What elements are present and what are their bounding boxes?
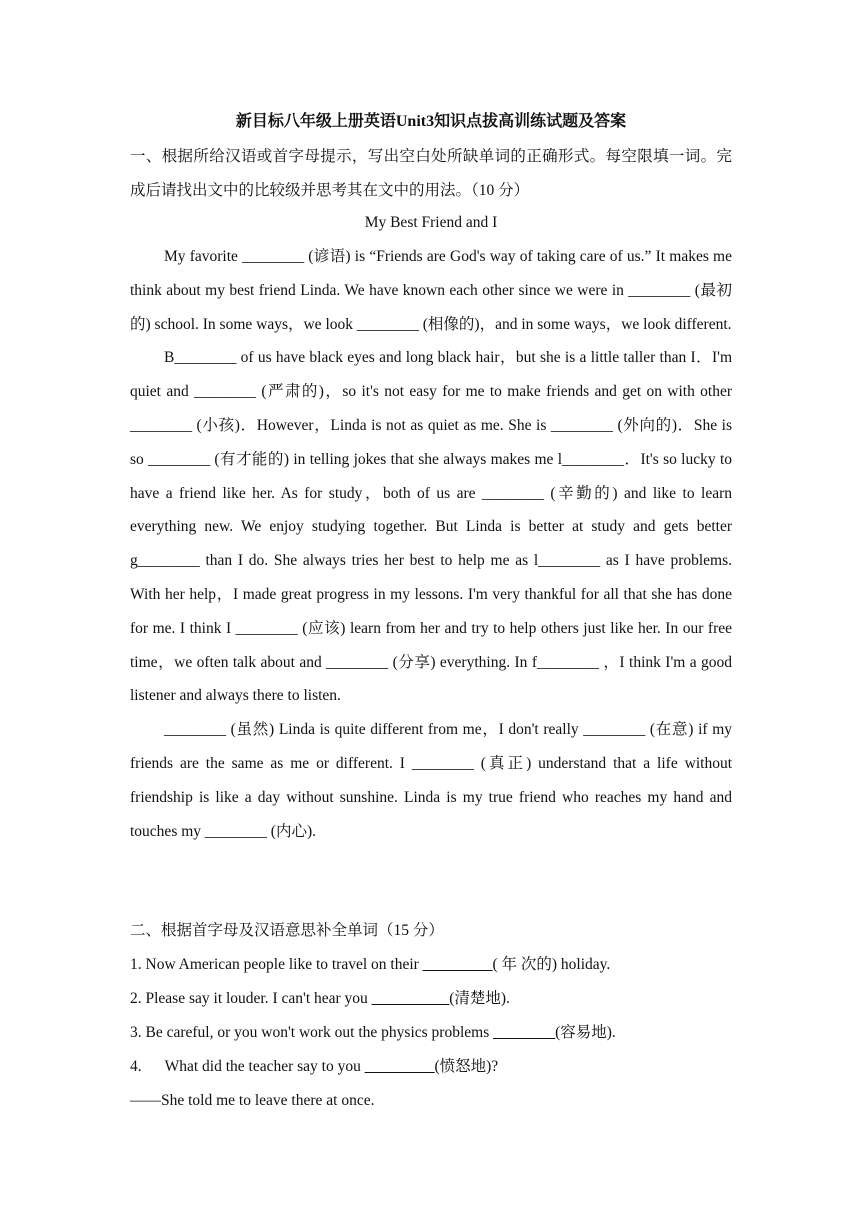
passage-paragraph-3: ________ (虽然) Linda is quite different from me，I don't really ________ (在意) if my friends are the same as me or different. I ________ (真正) understand that a life without friendship is like a day without sunshine. Linda is my true friend who reaches my hand and touches my ________ (内心). [130, 721, 732, 840]
question-3 [130, 1016, 750, 1050]
question-4 [130, 1050, 750, 1084]
section-1-heading: 一、根据所给汉语或首字母提示，写出空白处所缺单词的正确形式。每空限填一词。完成后请找出文中的比较级并思考其在文中的用法。（10 分） [130, 148, 732, 199]
question-4-answer-line: ——She told me to leave there at once. [130, 1092, 375, 1109]
question-2 [130, 982, 750, 1016]
passage-paragraph-2: B________ of us have black eyes and long black hair，but she is a little taller than I．I'm quiet and ________ (严肃的)，so it's not easy for me to make friends and get on with other ________ (小孩)．However，Linda is not as quiet as me. She is ________ (外向的)．She is so ________ (有才能的) in telling jokes that she always makes me l________．It's so lucky to have a friend like her. As for study，both of us are ________ (辛勤的) and like to learn everything new. We enjoy studying together. But Linda is better at study and gets better g________ than I do. She always tries her best to help me as l________ as I have problems. With her help，I made great progress in my lessons. I'm very thankful for all that she has done for me. I think I ________ (应该) learn from her and try to help others just like her. In our free time，we often talk about and ________ (分享) everything. In f________ ，I think I'm a good listener and always there to listen. [130, 349, 732, 705]
question-2-text: 2. Please say it louder. I can't hear you [130, 990, 372, 1007]
passage [130, 240, 732, 848]
question-3-blank[interactable]: ________ [493, 1024, 556, 1041]
passage-title: My Best Friend and I [364, 214, 498, 231]
question-3-hint: (容易地). [555, 1024, 616, 1041]
question-1-blank[interactable]: _________ [422, 956, 493, 973]
question-3-text: 3. Be careful, or you won't work out the physics problems [130, 1024, 494, 1041]
section-2-heading: 二、根据首字母及汉语意思补全单词（15 分） [130, 922, 444, 939]
passage-paragraph-1: My favorite ________ (谚语) is “Friends are God's way of taking care of us.” It makes me think about my best friend Linda. We have known each other since we were in ________ (最初的) school. In some ways，we look ________ (相像的)，and in some ways，we look different. [130, 248, 732, 333]
document-title: 新目标八年级上册英语Unit3知识点拔高训练试题及答案 [235, 113, 627, 130]
question-1-text: 1. Now American people like to travel on their [130, 956, 423, 973]
question-2-hint: (清楚地). [449, 990, 510, 1007]
question-1 [130, 948, 750, 982]
question-4-blank[interactable]: _________ [364, 1058, 435, 1075]
question-4-hint: (愤怒地)? [434, 1058, 499, 1075]
question-2-blank[interactable]: __________ [371, 990, 450, 1007]
question-1-hint: ( 年 次的) holiday. [492, 956, 611, 973]
question-4-text: 4. What did the teacher say to you [130, 1058, 365, 1075]
